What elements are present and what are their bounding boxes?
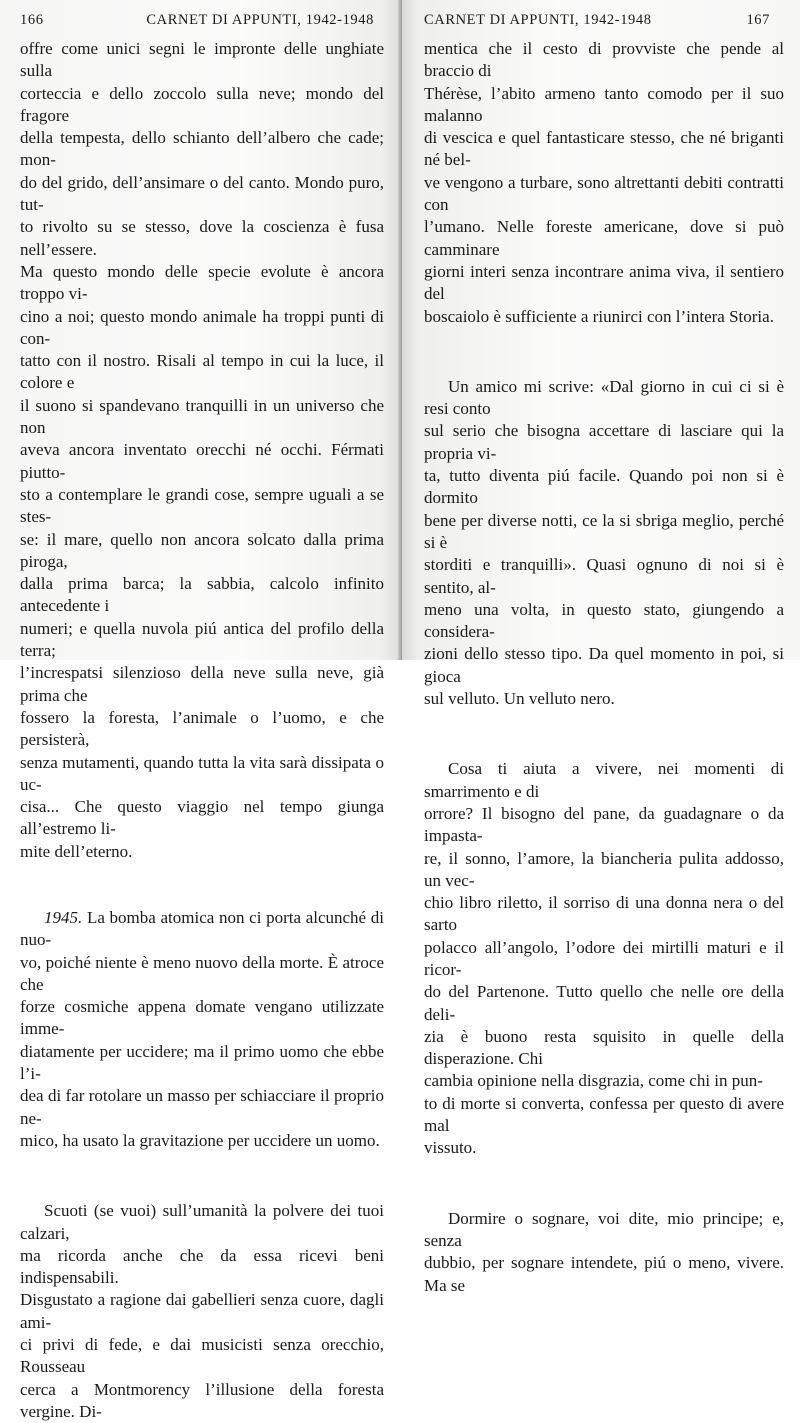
left-paragraph-2 — [20, 907, 384, 1152]
text-line: chio libro riletto, il sorriso di una donna nera o del sarto — [424, 893, 784, 935]
paragraph-gap — [424, 328, 784, 376]
text-line: diatamente per uccidere; ma il primo uomo che ebbe l’i- — [20, 1041, 384, 1084]
text-line: corteccia e dello zoccolo sulla neve; mondo del fragore — [20, 83, 384, 125]
text-line: storditi e tranquilli». Quasi ognuno di noi si è sentito, al- — [424, 555, 784, 597]
text-line: to di morte si converta, confessa per questo di avere mal — [424, 1093, 784, 1136]
text-line: dalla prima barca; la sabbia, calcolo infinito antecedente i — [20, 574, 384, 616]
text-line: orrore? Il bisogno del pane, da guadagnare o da impasta- — [424, 803, 784, 846]
running-head: CARNET DI APPUNTI, 1942-1948 — [146, 12, 374, 28]
text-line: giorni interi senza incontrare anima viva, il sentiero del — [424, 261, 784, 304]
right-paragraph-4 — [424, 1208, 784, 1297]
text-line: fossero la foresta, l’animale o l’uomo, e che persisterà, — [20, 707, 384, 750]
text-line: sul velluto. Un velluto nero. — [424, 689, 615, 709]
text-line: Cosa ti aiuta a vivere, nei momenti di smarrimento e di — [424, 759, 784, 801]
text-line: Un amico mi scrive: «Dal giorno in cui ci si è resi conto — [424, 376, 784, 419]
left-paragraph-3 — [20, 1200, 384, 1423]
paragraph-gap — [424, 710, 784, 758]
text-line: Dormire o sognare, voi dite, mio principe; e, senza — [424, 1208, 784, 1250]
text-line: cino a noi; questo mondo animale ha troppi punti di con- — [20, 306, 384, 348]
text-line: mico, ha usato la gravitazione per uccidere un uomo. — [20, 1130, 380, 1150]
text-line: di vescica e quel fantasticare stesso, che né briganti né bel- — [424, 128, 784, 170]
text-line: numeri; e quella nuvola piú antica del profilo della terra; — [20, 618, 384, 661]
text-line: Scuoti (se vuoi) sull’umanità la polvere dei tuoi calzari, — [20, 1201, 384, 1243]
text-line: to rivolto su se stesso, dove la coscienza è fusa nell’essere. — [20, 217, 384, 259]
text-line: boscaiolo è sufficiente a riunirci con l’intera Storia. — [424, 306, 774, 326]
page-number: 166 — [20, 12, 44, 28]
text-line: mite dell’eterno. — [20, 841, 133, 861]
right-paragraph-1 — [424, 38, 784, 328]
text-line: do del Partenone. Tutto quello che nelle ore della deli- — [424, 982, 784, 1024]
text-line: vissuto. — [424, 1138, 477, 1158]
text-line: Ma questo mondo delle specie evolute è ancora troppo vi- — [20, 261, 384, 304]
paragraph-gap — [20, 863, 384, 907]
right-paragraph-3 — [424, 758, 784, 1159]
text-line: bene per diverse notti, ce la si sbriga meglio, perché si è — [424, 510, 784, 552]
text-line: sul serio che bisogna accettare di lasciare qui la propria vi- — [424, 421, 784, 463]
text-line: forze cosmiche appena domate vengano utilizzate imme- — [20, 997, 384, 1039]
text-line: tatto con il nostro. Risali al tempo in cui la luce, il colore e — [20, 351, 384, 393]
text-line: il suono si spandevano tranquilli in un universo che non — [20, 395, 384, 438]
text-line: do del grido, dell’ansimare o del canto. Mondo puro, tut- — [20, 172, 384, 215]
text-line — [20, 907, 384, 952]
text-line: della tempesta, dello schianto dell’albero che cade; mon- — [20, 128, 384, 170]
left-page-header — [20, 12, 384, 38]
right-page-header — [424, 12, 784, 38]
text-line: cisa... Che questo viaggio nel tempo giunga all’estremo li- — [20, 797, 384, 839]
page-number: 167 — [746, 12, 770, 28]
text-line: meno una volta, in questo stato, giungendo a considera- — [424, 599, 784, 642]
text-line: vo, poiché niente è meno nuovo della morte. È atroce che — [20, 952, 384, 994]
text-line: ta, tutto diventa piú facile. Quando poi non si è dormito — [424, 466, 784, 508]
text-line: Disgustato a ragione dai gabellieri senza cuore, dagli ami- — [20, 1290, 384, 1332]
text-line: l’umano. Nelle foreste americane, dove si può camminare — [424, 217, 784, 259]
text-span: La bomba atomica non ci porta alcunché di nuo- — [20, 907, 384, 950]
text-line: sto a contemplare le grandi cose, sempre uguali a se stes- — [20, 484, 384, 527]
text-line: Thérèse, l’abito armeno tanto comodo per il suo malanno — [424, 83, 784, 125]
right-paragraph-2 — [424, 376, 784, 710]
text-line: ci privi di fede, e dai musicisti senza orecchio, Rousseau — [20, 1335, 384, 1377]
text-line: ve vengono a turbare, sono altrettanti debiti contratti con — [424, 172, 784, 215]
text-line: dubbio, per sognare intendete, piú o meno, vivere. Ma se — [424, 1253, 784, 1295]
running-head: CARNET DI APPUNTI, 1942-1948 — [424, 12, 652, 28]
text-line: zia è buono resta squisito in quelle della disperazione. Chi — [424, 1026, 784, 1069]
year-heading: 1945. — [44, 907, 83, 927]
right-page — [402, 0, 800, 1295]
text-line: re, il sonno, l’amore, la biancheria pulita addosso, un vec- — [424, 848, 784, 890]
text-line: l’increspatsi silenzioso della neve sulla neve, già prima che — [20, 663, 384, 705]
text-line: zioni dello stesso tipo. Da quel momento in poi, si gioca — [424, 644, 784, 686]
left-paragraph-1 — [20, 38, 384, 863]
text-line: cambia opinione nella disgrazia, come chi in pun- — [424, 1071, 763, 1091]
text-line: ma ricorda anche che da essa ricevi beni indispensabili. — [20, 1245, 384, 1288]
text-line: dea di far rotolare un masso per schiacciare il proprio ne- — [20, 1086, 384, 1128]
text-line: cerca a Montmorency l’illusione della foresta vergine. Di- — [20, 1379, 384, 1421]
text-line: se: il mare, quello non ancora solcato dalla prima piroga, — [20, 529, 384, 571]
paragraph-gap — [424, 1160, 784, 1208]
text-line: offre come unici segni le impronte delle unghiate sulla — [20, 39, 384, 81]
text-line: senza mutamenti, quando tutta la vita sarà dissipata o uc- — [20, 752, 384, 794]
text-line: aveva ancora inventato orecchi né occhi. Férmati piutto- — [20, 440, 384, 482]
text-line: mentica che il cesto di provviste che pende al braccio di — [424, 39, 784, 81]
paragraph-gap — [20, 1152, 384, 1200]
text-line: polacco all’angolo, l’odore dei mirtilli maturi e il ricor- — [424, 937, 784, 979]
